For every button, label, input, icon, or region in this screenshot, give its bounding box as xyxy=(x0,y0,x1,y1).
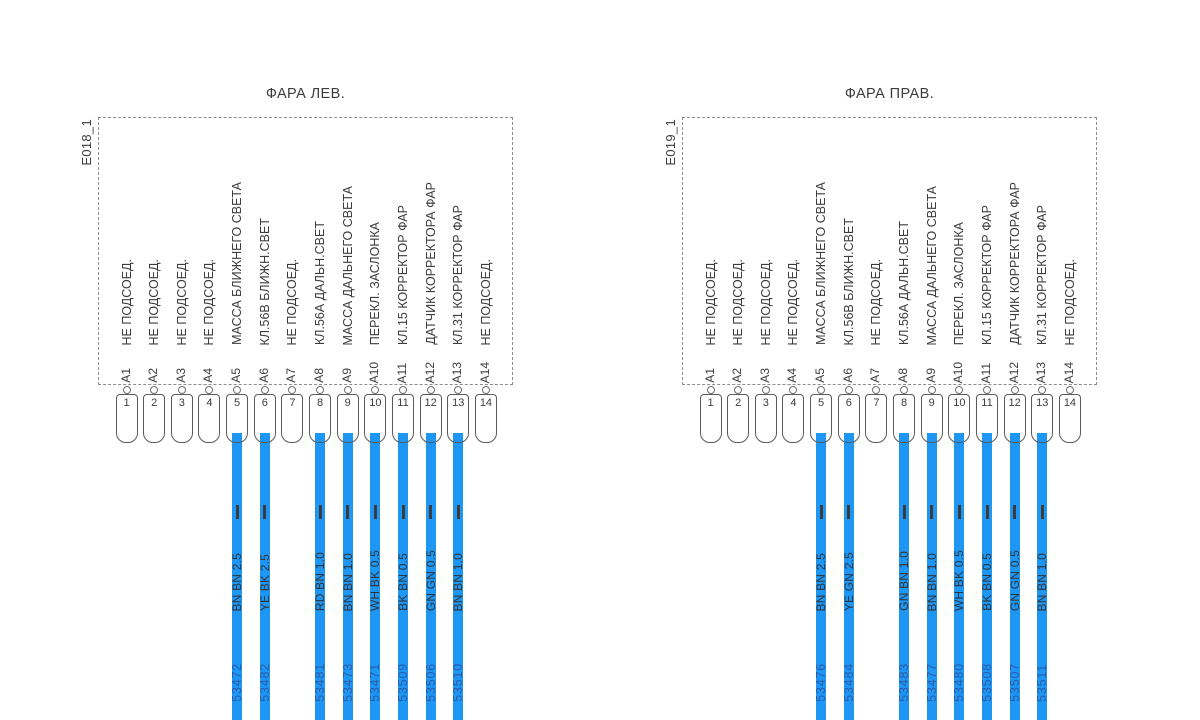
pin-terminal xyxy=(921,394,943,443)
pin-contact-circle xyxy=(983,386,991,394)
pin-contact-circle xyxy=(872,386,880,394)
pin-function-label: НЕ ПОДСОЕД. xyxy=(869,258,884,345)
wire-tick xyxy=(346,505,349,519)
pin-number: 13 xyxy=(1036,397,1049,409)
pin-id-label: A7 xyxy=(868,368,883,383)
pin-contact-circle xyxy=(371,386,379,394)
pin-terminal xyxy=(392,394,414,443)
wire-tick xyxy=(263,505,266,519)
pin-id-label: A13 xyxy=(450,361,465,383)
pin-contact-circle xyxy=(482,386,490,394)
pin-id-label: A8 xyxy=(312,368,327,383)
pin-number: 5 xyxy=(234,397,241,409)
wire-number: 53484 xyxy=(841,663,856,702)
wire-number: 53483 xyxy=(897,663,912,702)
pin-id-label: A14 xyxy=(477,361,492,383)
wire-number: 53472 xyxy=(230,663,245,702)
pin-number: 6 xyxy=(845,397,852,409)
pin-number: 14 xyxy=(1063,397,1077,409)
pin-number: 1 xyxy=(123,397,130,409)
wire-number: 53508 xyxy=(980,663,994,702)
pin-contact-circle xyxy=(762,386,770,394)
pin-function-label: КЛ.56А ДАЛЬН.СВЕТ xyxy=(897,221,912,345)
pin-id-label: A5 xyxy=(813,368,828,383)
wire-color-code: RD BN 1.0 xyxy=(313,551,328,611)
pin-number: 11 xyxy=(981,397,993,409)
pin-function-label: МАССА БЛИЖНЕГО СВЕТА xyxy=(814,182,829,345)
pin-contact-circle xyxy=(288,386,296,394)
pin-function-label: НЕ ПОДСОЕД. xyxy=(147,258,162,345)
pin-function-label: МАССА БЛИЖНЕГО СВЕТА xyxy=(230,182,245,345)
pin-terminal xyxy=(254,394,276,443)
pin-contact-circle xyxy=(454,386,462,394)
wire-tick xyxy=(429,505,432,519)
pin-contact-circle xyxy=(789,386,797,394)
pin-terminal xyxy=(337,394,359,443)
pin-contact-circle xyxy=(427,386,435,394)
pin-function-label: НЕ ПОДСОЕД. xyxy=(758,258,773,345)
wire-number: 53477 xyxy=(924,663,939,702)
pin-number: 9 xyxy=(928,397,935,409)
wire-number: 53473 xyxy=(340,663,355,702)
pin-id-label: A7 xyxy=(284,368,299,383)
pin-function-label: КЛ.56В БЛИЖН.СВЕТ xyxy=(841,217,856,345)
pin-terminal xyxy=(116,394,138,443)
pin-id-label: A13 xyxy=(1034,361,1049,383)
pin-terminal xyxy=(782,394,804,443)
pin-contact-circle xyxy=(734,386,742,394)
pin-contact-circle xyxy=(205,386,213,394)
wire-color-code: GN GN 0.5 xyxy=(423,549,438,611)
pin-terminal xyxy=(976,394,998,443)
pin-number: 8 xyxy=(316,397,324,409)
connector-id-label: E018_1 xyxy=(79,119,94,166)
wire-tick xyxy=(319,505,322,519)
pin-terminal xyxy=(475,394,497,443)
pin-function-label: НЕ ПОДСОЕД. xyxy=(174,258,189,345)
wire-color-code: BN BN 1.0 xyxy=(451,552,466,611)
pin-terminal xyxy=(727,394,749,443)
pin-number: 14 xyxy=(479,397,493,409)
pin-function-label: НЕ ПОДСОЕД. xyxy=(478,258,493,345)
pin-id-label: A2 xyxy=(146,368,161,383)
wire-color-code: BN BN 2.5 xyxy=(814,552,829,611)
pin-function-label: НЕ ПОДСОЕД. xyxy=(285,258,300,345)
pin-id-label: A6 xyxy=(840,368,855,383)
pin-id-label: A14 xyxy=(1061,361,1076,383)
wire-number: 53476 xyxy=(814,663,829,702)
pin-function-label: КЛ.56А ДАЛЬН.СВЕТ xyxy=(313,221,328,345)
pin-id-label: A4 xyxy=(201,368,216,383)
pin-terminal xyxy=(1059,394,1081,443)
pin-id-label: A2 xyxy=(730,368,745,383)
pin-id-label: A9 xyxy=(923,368,938,383)
wire-color-code: YE BK 2.5 xyxy=(257,553,272,611)
pin-number: 9 xyxy=(344,397,351,409)
wire-tick xyxy=(847,505,850,519)
pin-number: 11 xyxy=(397,397,409,409)
pin-function-label: НЕ ПОДСОЕД. xyxy=(202,258,217,345)
wire-tick xyxy=(1013,505,1016,519)
wire-color-code: GN BN 1.0 xyxy=(897,551,912,611)
pin-contact-circle xyxy=(955,386,963,394)
pin-contact-circle xyxy=(817,386,825,394)
wire-color-code: YE GN 2.5 xyxy=(841,551,856,611)
pin-id-label: A3 xyxy=(757,368,772,383)
pin-number: 4 xyxy=(790,397,797,409)
pin-function-label: КЛ.15 КОРРЕКТОР ФАР xyxy=(980,204,994,345)
block-title: ФАРА ПРАВ. xyxy=(844,86,935,102)
pin-function-label: КЛ.56В БЛИЖН.СВЕТ xyxy=(257,217,272,345)
pin-contact-circle xyxy=(900,386,908,394)
pin-number: 12 xyxy=(424,397,437,409)
pin-terminal xyxy=(1031,394,1053,443)
pin-contact-circle xyxy=(344,386,352,394)
pin-contact-circle xyxy=(845,386,853,394)
pin-function-label: КЛ.31 КОРРЕКТОР ФАР xyxy=(1035,204,1050,345)
pin-terminal xyxy=(281,394,303,443)
wire-number: 53511 xyxy=(1035,664,1050,702)
block-title: ФАРА ЛЕВ. xyxy=(265,86,346,102)
wire-number: 53509 xyxy=(396,663,410,702)
pin-terminal xyxy=(838,394,860,443)
pin-contact-circle xyxy=(1038,386,1046,394)
pin-terminal xyxy=(810,394,832,443)
wire-tick xyxy=(457,505,460,519)
pin-contact-circle xyxy=(150,386,158,394)
pin-function-label: КЛ.15 КОРРЕКТОР ФАР xyxy=(396,204,410,345)
pin-contact-circle xyxy=(707,386,715,394)
pin-function-label: ПЕРЕКЛ. ЗАСЛОНКА xyxy=(952,221,967,345)
pin-contact-circle xyxy=(1011,386,1019,394)
wire-tick xyxy=(1041,505,1044,519)
wire-number: 53482 xyxy=(257,663,272,702)
wire-color-code: BK BN 0.5 xyxy=(980,553,994,611)
pin-function-label: ДАТЧИК КОРРЕКТОРА ФАР xyxy=(423,182,438,345)
pin-terminal xyxy=(865,394,887,443)
pin-number: 3 xyxy=(178,397,185,409)
pin-id-label: A12 xyxy=(422,361,437,383)
wire-tick xyxy=(820,505,823,519)
pin-id-label: A11 xyxy=(979,362,993,383)
pin-function-label: МАССА ДАЛЬНЕГО СВЕТА xyxy=(340,185,355,345)
pin-terminal xyxy=(420,394,442,443)
wire-tick xyxy=(958,505,961,519)
pin-number: 4 xyxy=(206,397,213,409)
pin-contact-circle xyxy=(928,386,936,394)
pin-id-label: A9 xyxy=(339,368,354,383)
wire-tick xyxy=(930,505,933,519)
pin-contact-circle xyxy=(233,386,241,394)
wire-number: 53507 xyxy=(1007,663,1022,702)
wire-tick xyxy=(402,505,405,519)
wire-color-code: WH BK 0.5 xyxy=(368,549,383,611)
pin-terminal xyxy=(171,394,193,443)
pin-id-label: A11 xyxy=(395,362,409,383)
wire-color-code: BN BN 2.5 xyxy=(230,552,245,611)
wire-number: 53510 xyxy=(451,663,466,702)
pin-contact-circle xyxy=(123,386,131,394)
wire-color-code: GN GN 0.5 xyxy=(1007,549,1022,611)
pin-number: 1 xyxy=(707,397,714,409)
pin-id-label: A1 xyxy=(118,368,133,383)
pin-row xyxy=(584,0,1184,720)
wire-color-code: BK BN 0.5 xyxy=(396,553,410,611)
pin-id-label: A6 xyxy=(256,368,271,383)
pin-function-label: НЕ ПОДСОЕД. xyxy=(1062,258,1077,345)
pin-number: 5 xyxy=(818,397,825,409)
pin-number: 2 xyxy=(735,397,742,409)
connector-id-label: E019_1 xyxy=(663,119,678,166)
pin-number: 7 xyxy=(873,397,880,409)
pin-terminal xyxy=(309,394,331,443)
pin-number: 12 xyxy=(1008,397,1021,409)
wire-color-code: BN BN 1.0 xyxy=(340,552,355,611)
pin-function-label: ПЕРЕКЛ. ЗАСЛОНКА xyxy=(368,221,383,345)
connector-block-right xyxy=(584,0,1184,720)
pin-terminal xyxy=(226,394,248,443)
wire-number: 53506 xyxy=(423,663,438,702)
pin-terminal xyxy=(893,394,915,443)
pin-terminal xyxy=(948,394,970,443)
wire-tick xyxy=(374,505,377,519)
pin-terminal xyxy=(143,394,165,443)
wire-color-code: WH BK 0.5 xyxy=(952,549,967,611)
pin-contact-circle xyxy=(399,386,407,394)
pin-id-label: A12 xyxy=(1006,361,1021,383)
pin-id-label: A1 xyxy=(702,368,717,383)
pin-number: 6 xyxy=(261,397,268,409)
pin-function-label: НЕ ПОДСОЕД. xyxy=(731,258,746,345)
pin-id-label: A10 xyxy=(367,361,382,383)
pin-number: 13 xyxy=(452,397,465,409)
wire-tick xyxy=(903,505,906,519)
wire-number: 53481 xyxy=(313,663,328,702)
pin-contact-circle xyxy=(178,386,186,394)
pin-contact-circle xyxy=(261,386,269,394)
pin-id-label: A8 xyxy=(896,368,911,383)
pin-id-label: A5 xyxy=(229,368,244,383)
wire-tick xyxy=(986,505,989,519)
pin-terminal xyxy=(755,394,777,443)
pin-function-label: КЛ.31 КОРРЕКТОР ФАР xyxy=(451,204,466,345)
wire-tick xyxy=(236,505,239,519)
pin-number: 10 xyxy=(953,397,966,409)
pin-id-label: A3 xyxy=(173,368,188,383)
pin-contact-circle xyxy=(316,386,324,394)
pin-number: 3 xyxy=(762,397,769,409)
pin-number: 10 xyxy=(369,397,382,409)
pin-id-label: A4 xyxy=(785,368,800,383)
pin-terminal xyxy=(700,394,722,443)
wire-number: 53471 xyxy=(368,663,383,702)
wire-color-code: BN BN 1.0 xyxy=(924,552,939,611)
pin-function-label: НЕ ПОДСОЕД. xyxy=(119,258,134,345)
pin-terminal xyxy=(198,394,220,443)
pin-function-label: МАССА ДАЛЬНЕГО СВЕТА xyxy=(924,185,939,345)
pin-function-label: НЕ ПОДСОЕД. xyxy=(703,258,718,345)
pin-contact-circle xyxy=(1066,386,1074,394)
wire-color-code: BN BN 1.0 xyxy=(1035,552,1050,611)
pin-terminal xyxy=(1004,394,1026,443)
pin-function-label: НЕ ПОДСОЕД. xyxy=(786,258,801,345)
pin-number: 2 xyxy=(151,397,158,409)
pin-terminal xyxy=(447,394,469,443)
pin-number: 7 xyxy=(289,397,296,409)
pin-id-label: A10 xyxy=(951,361,966,383)
pin-terminal xyxy=(364,394,386,443)
wire-number: 53480 xyxy=(952,663,967,702)
pin-number: 8 xyxy=(900,397,908,409)
pin-function-label: ДАТЧИК КОРРЕКТОРА ФАР xyxy=(1007,182,1022,345)
